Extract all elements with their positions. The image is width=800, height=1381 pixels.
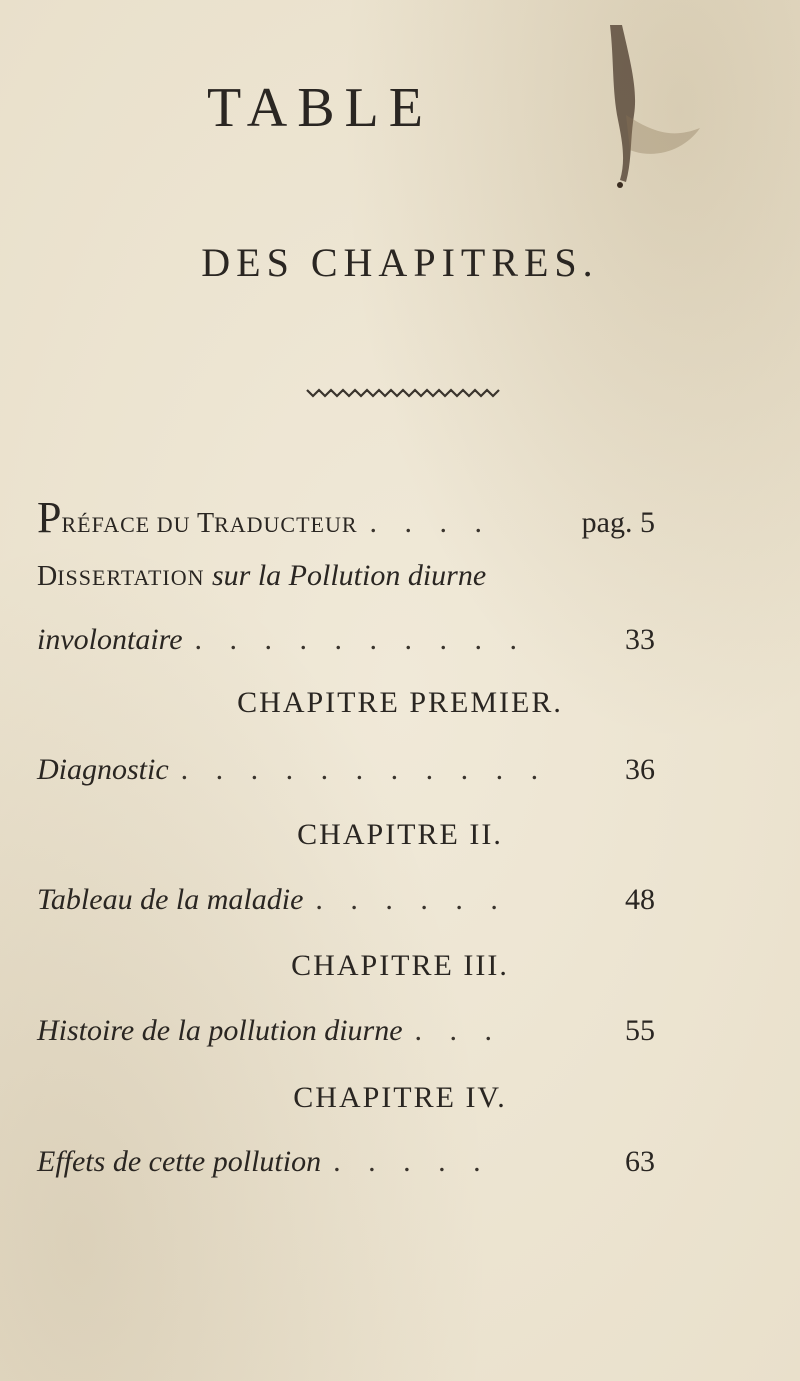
page-number: 5 [640,506,655,539]
page-prefix: pag. [581,506,633,539]
toc-entry-preface [37,493,655,542]
dot-leader: . . . . . . . . . . [194,625,528,655]
page-number: 63 [625,1145,655,1178]
chapter-heading: CHAPITRE III. [291,949,509,982]
page-title: TABLE [207,77,433,139]
page-number: 48 [625,883,655,916]
toc-entry-chapter-3 [37,1016,655,1046]
dissertation-label: ISSERTATION [57,565,205,590]
page-subtitle: DES CHAPITRES. [201,240,599,285]
chapter-title: Diagnostic [37,753,169,786]
chapter-title: Tableau de la maladie [37,883,304,916]
dot-leader: . . . . . . . . . . . [180,755,549,785]
chapter-title: Effets de cette pollution [37,1145,322,1178]
page-number: 36 [625,753,655,786]
page-number: 33 [625,623,655,656]
preface-label-rest: RADUCTEUR [214,512,358,537]
ornament-rule [305,380,505,404]
toc-entry-dissertation [37,561,655,591]
dot-leader: . . . . [369,508,493,538]
dot-leader: . . . . . [333,1147,491,1177]
dot-leader: . . . [414,1016,503,1046]
chapter-heading: CHAPITRE IV. [293,1081,507,1114]
chapter-title: Histoire de la pollution diurne [37,1014,403,1047]
dot-leader: . . . . . . [315,885,508,915]
toc-entry-chapter-2 [37,885,655,915]
page-number: 55 [625,1014,655,1047]
preface-label-part: RÉFACE DU [61,512,197,537]
dissertation-capital: D [37,561,58,592]
toc-entry-chapter-4 [37,1147,655,1177]
chapter-heading: CHAPITRE PREMIER. [237,686,563,719]
drop-letter: P [37,493,62,542]
preface-label-capital: T [196,508,215,539]
dissertation-title: sur la Pollution diurne [212,559,487,592]
toc-entry-chapter-1 [37,755,655,785]
toc-entry-dissertation-cont [37,625,655,655]
chapter-heading: CHAPITRE II. [297,818,503,851]
dissertation-title-cont: involontaire [37,623,183,656]
